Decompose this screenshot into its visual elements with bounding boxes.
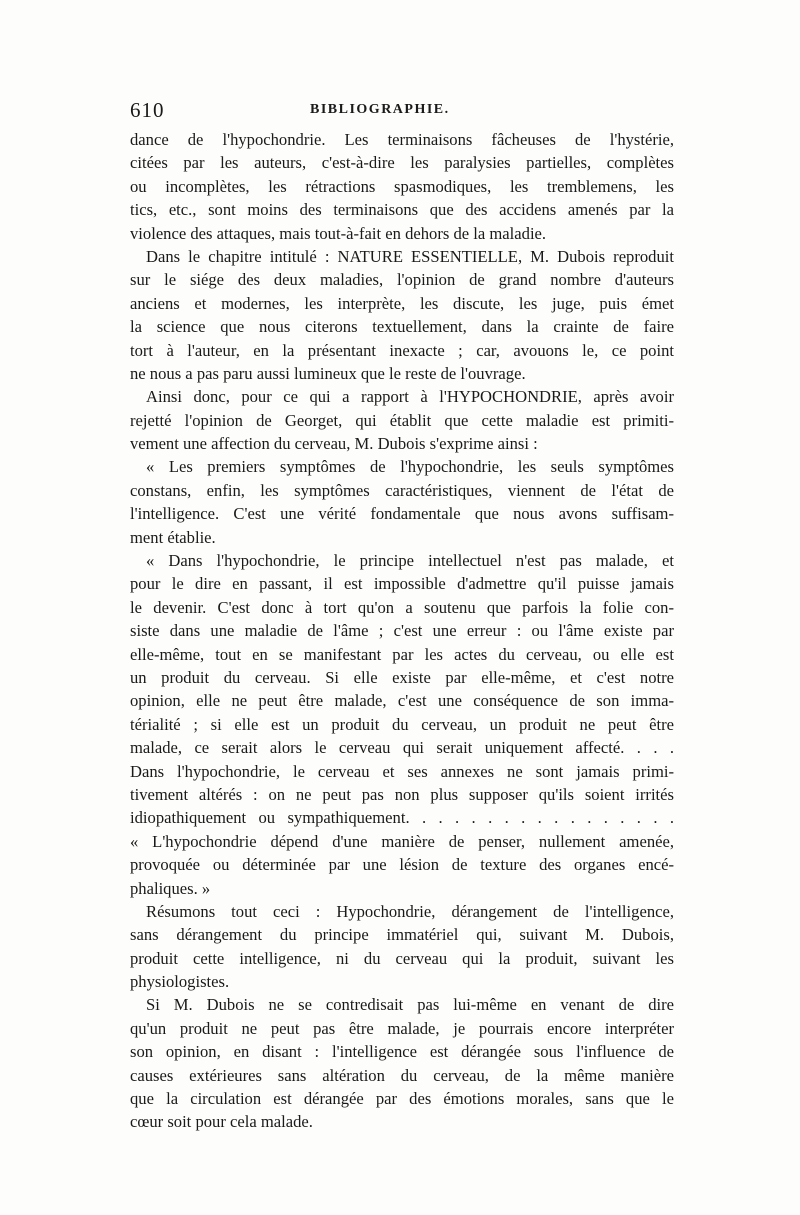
text-line: Si M. Dubois ne se contredisait pas lui-même en venant de dire	[146, 995, 674, 1015]
text-line: que la circulation est dérangée par des émotions morales, sans que le	[130, 1089, 674, 1109]
text-line: sur le siége des deux maladies, l'opinion de grand nombre d'auteurs	[130, 270, 674, 290]
text-line: pour le dire en passant, il est impossible d'admettre qu'il puisse jamais	[130, 574, 674, 594]
text-line: Dans le chapitre intitulé : NATURE ESSENTIELLE, M. Dubois reproduit	[146, 246, 674, 266]
text-line: tort à l'auteur, en la présentant inexacte ; car, avouons le, ce point	[130, 340, 674, 360]
text-line: « Dans l'hypochondrie, le principe intellectuel n'est pas malade, et	[146, 551, 674, 571]
text-line: violence des attaques, mais tout-à-fait en dehors de la maladie.	[130, 223, 547, 243]
text-line: cœur soit pour cela malade.	[130, 1112, 313, 1132]
text-line: anciens et modernes, les interprète, les discute, les juge, puis émet	[130, 293, 674, 313]
text-line: elle-même, tout en se manifestant par les actes du cerveau, ou elle est	[130, 644, 674, 664]
text-line: citées par les auteurs, c'est-à-dire les paralysies partielles, complètes	[130, 153, 674, 173]
text-line: « L'hypochondrie dépend d'une manière de penser, nullement amenée,	[130, 831, 674, 851]
text-line: idiopathiquement ou sympathiquement. . . . . . . . . . . . . . . . .	[130, 808, 674, 828]
text-line: vement une affection du cerveau, M. Dubois s'exprime ainsi :	[130, 434, 538, 454]
text-line: son opinion, en disant : l'intelligence est dérangée sous l'influence de	[130, 1042, 674, 1062]
text-line: dance de l'hypochondrie. Les terminaisons fâcheuses de l'hystérie,	[130, 130, 674, 149]
text-line: sans dérangement du principe immatériel qui, suivant M. Dubois,	[130, 925, 674, 945]
body-text	[130, 128, 674, 1134]
text-line: qu'un produit ne peut pas être malade, je pourrais encore interpréter	[130, 1018, 674, 1038]
page-header	[130, 98, 678, 124]
text-line: Ainsi donc, pour ce qui a rapport à l'HYPOCHONDRIE, après avoir	[146, 387, 674, 407]
text-line: l'intelligence. C'est une vérité fondamentale que nous avons suffisam-	[130, 504, 674, 524]
text-line: siste dans une maladie de l'âme ; c'est une erreur : ou l'âme existe par	[130, 621, 674, 641]
text-line: provoquée ou déterminée par une lésion de texture des organes encé-	[130, 855, 674, 875]
text-line: ment établie.	[130, 527, 216, 547]
text-line: ne nous a pas paru aussi lumineux que le reste de l'ouvrage.	[130, 363, 526, 383]
text-line: térialité ; si elle est un produit du cerveau, un produit ne peut être	[130, 714, 674, 734]
page-number: 610	[130, 98, 165, 122]
text-line: Résumons tout ceci : Hypochondrie, dérangement de l'intelligence,	[146, 901, 674, 921]
text-line: le devenir. C'est donc à tort qu'on a soutenu que parfois la folie con-	[130, 597, 674, 617]
text-line: un produit du cerveau. Si elle existe par elle-même, et c'est notre	[130, 667, 674, 687]
text-line: ou incomplètes, les rétractions spasmodiques, les tremblemens, les	[130, 176, 674, 196]
text-line: malade, ce serait alors le cerveau qui serait uniquement affecté. . . .	[130, 738, 674, 758]
text-line: Dans l'hypochondrie, le cerveau et ses annexes ne sont jamais primi-	[130, 761, 674, 781]
text-line: opinion, elle ne peut être malade, c'est une conséquence de son imma-	[130, 691, 674, 711]
text-line: causes extérieures sans altération du cerveau, de la même manière	[130, 1065, 674, 1085]
text-line: rejetté l'opinion de Georget, qui établit que cette maladie est primiti-	[130, 410, 674, 430]
text-line: « Les premiers symptômes de l'hypochondrie, les seuls symptômes	[146, 457, 674, 477]
text-line: phaliques. »	[130, 878, 211, 898]
text-line: constans, enfin, les symptômes caractéristiques, viennent de l'état de	[130, 480, 674, 500]
text-line: tics, etc., sont moins des terminaisons que des accidens amenés par la	[130, 200, 674, 220]
running-head: BIBLIOGRAPHIE.	[310, 102, 450, 117]
text-line: tivement altérés : on ne peut pas non plus supposer qu'ils soient irrités	[130, 784, 674, 804]
text-line: la science que nous citerons textuellement, dans la crainte de faire	[130, 317, 674, 337]
text-line: physiologistes.	[130, 972, 230, 992]
text-line: produit cette intelligence, ni du cerveau qui la produit, suivant les	[130, 948, 674, 968]
